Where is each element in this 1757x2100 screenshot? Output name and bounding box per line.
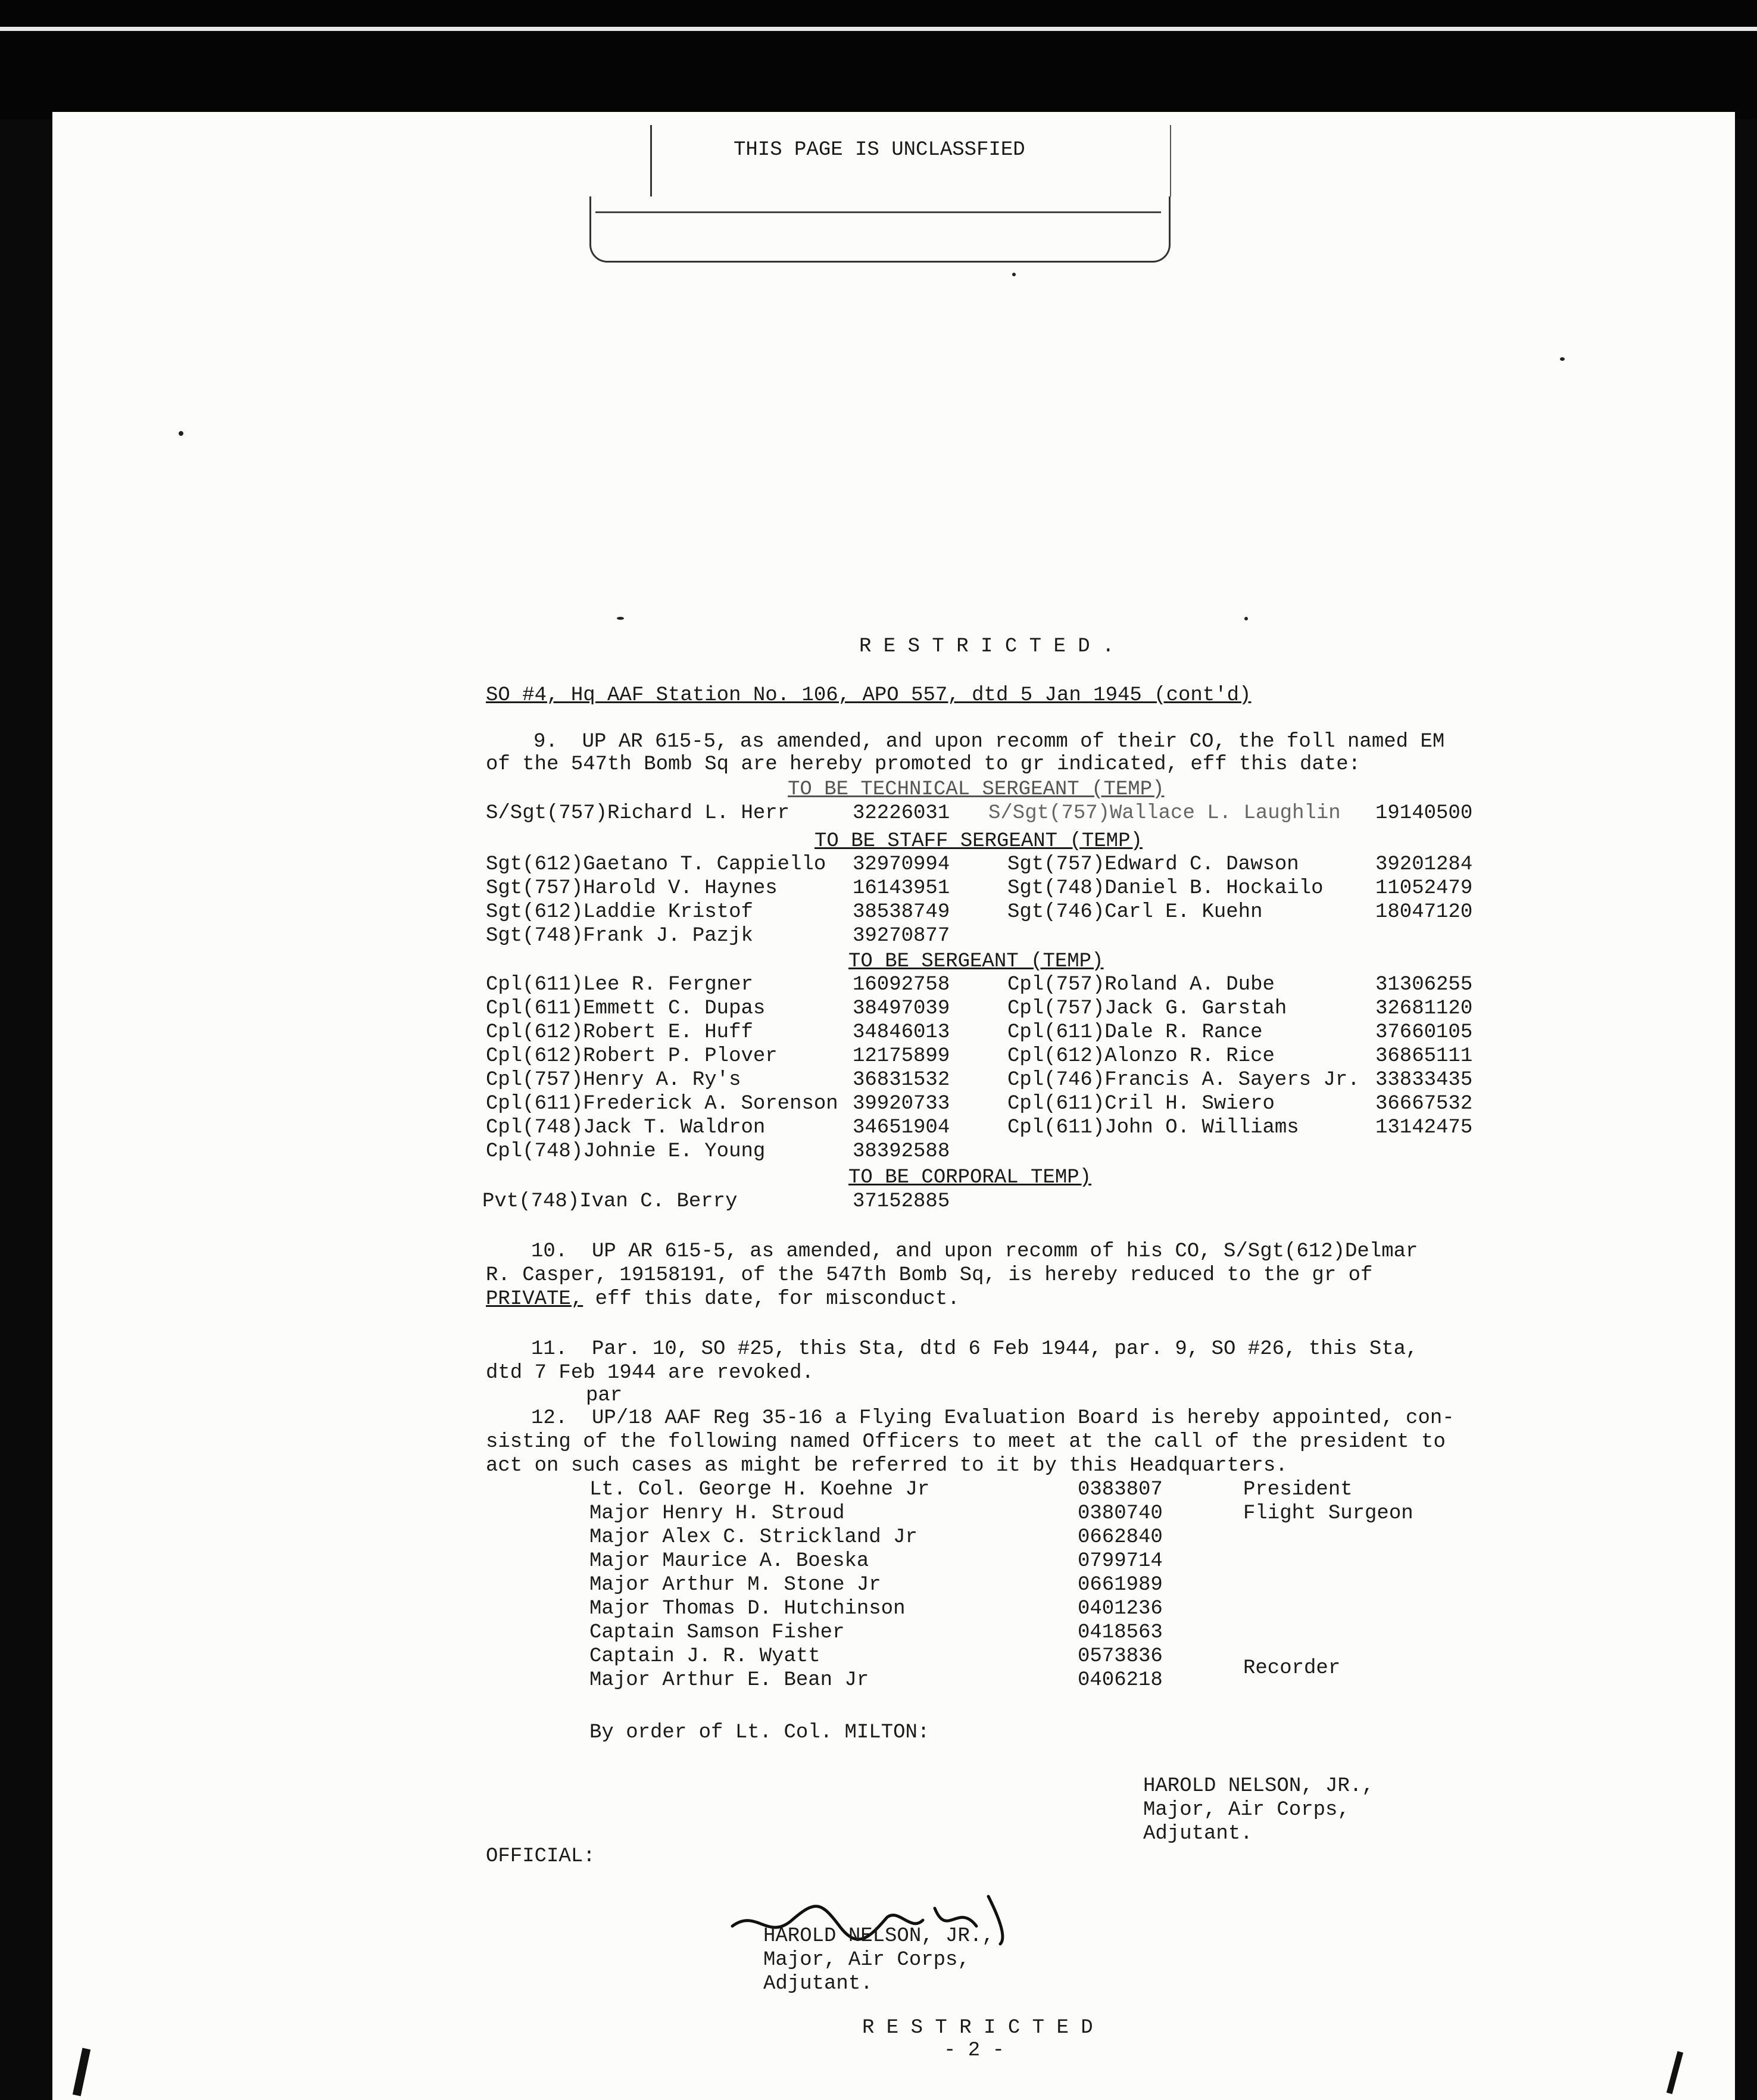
official-label: OFFICIAL:: [486, 1845, 595, 1868]
promotion-serial: 31306255: [1375, 973, 1473, 996]
para9-line2: of the 547th Bomb Sq are hereby promoted to gr indicated, eff this date:: [486, 753, 1361, 776]
board-member-name: Lt. Col. George H. Koehne Jr: [589, 1478, 930, 1501]
board-member-serial: 0383807: [1078, 1478, 1163, 1501]
para11-insert: par: [586, 1384, 623, 1407]
promotion-serial: 34846013: [853, 1021, 950, 1044]
restricted-footer: R E S T R I C T E D: [862, 2017, 1093, 2039]
para12-line1: 12. UP/18 AAF Reg 35-16 a Flying Evaluation Board is hereby appointed, con-: [531, 1407, 1455, 1430]
promotion-serial: 36667532: [1375, 1093, 1473, 1115]
reduced-grade: PRIVATE,: [486, 1288, 583, 1310]
promotion-serial: 38497039: [853, 997, 950, 1020]
para10-line2: R. Casper, 19158191, of the 547th Bomb Sq, is hereby reduced to the gr of: [486, 1264, 1373, 1287]
signature-line: HAROLD NELSON, JR.,: [763, 1925, 994, 1948]
board-member-role: President: [1243, 1478, 1353, 1501]
page-number: - 2 -: [944, 2039, 1005, 2062]
promotion-name: Cpl(611)Lee R. Fergner: [486, 973, 753, 996]
order-header: SO #4, Hq AAF Station No. 106, APO 557, dtd 5 Jan 1945 (cont'd): [486, 684, 1252, 707]
promotion-name: Sgt(748)Frank J. Pazjk: [486, 925, 753, 947]
tsgt-serial2: 19140500: [1375, 802, 1473, 825]
promotion-name: Cpl(611)Cril H. Swiero: [1007, 1093, 1275, 1115]
board-member-serial: 0406218: [1078, 1669, 1163, 1692]
promotion-serial: 38392588: [853, 1140, 950, 1163]
scan-speck: [1560, 357, 1565, 361]
para12-line3: act on such cases as might be referred to it by this Headquarters.: [486, 1455, 1288, 1477]
tsgt-serial: 32226031: [853, 802, 950, 825]
promotion-serial: 18047120: [1375, 901, 1473, 923]
promotion-serial: 13142475: [1375, 1116, 1473, 1139]
para10-line1: 10. UP AR 615-5, as amended, and upon recomm of his CO, S/Sgt(612)Delmar: [531, 1240, 1418, 1263]
heading-staff-sergeant: TO BE STAFF SERGEANT (TEMP): [814, 830, 1143, 853]
scan-top-border: [0, 0, 1757, 119]
scan-speck: [1244, 617, 1248, 620]
heading-technical-sergeant: TO BE TECHNICAL SERGEANT (TEMP): [788, 778, 1165, 801]
board-member-name: Major Henry H. Stroud: [589, 1502, 845, 1525]
promotion-serial: 32970994: [853, 853, 950, 876]
promotion-serial: 39270877: [853, 925, 950, 947]
heading-sergeant: TO BE SERGEANT (TEMP): [848, 950, 1104, 973]
board-member-serial: 0380740: [1078, 1502, 1163, 1525]
board-member-name: Major Maurice A. Boeska: [589, 1550, 869, 1572]
heading-corporal: TO BE CORPORAL TEMP): [848, 1166, 1092, 1189]
promotion-name: Sgt(612)Gaetano T. Cappiello: [486, 853, 826, 876]
signature-line: Major, Air Corps,: [1143, 1799, 1350, 1821]
promotion-serial: 39201284: [1375, 853, 1473, 876]
signature-line: Adjutant.: [763, 1973, 873, 1995]
board-member-name: Major Arthur E. Bean Jr: [589, 1669, 869, 1692]
board-member-serial: 0573836: [1078, 1645, 1163, 1668]
promotion-name: Cpl(757)Henry A. Ry's: [486, 1069, 741, 1091]
para9-line1: 9. UP AR 615-5, as amended, and upon recomm of their CO, the foll named EM: [533, 731, 1445, 753]
board-member-role: Recorder: [1243, 1657, 1341, 1680]
corporal-name: Pvt(748)Ivan C. Berry: [482, 1190, 738, 1213]
para10-line3: [486, 1287, 960, 1311]
promotion-serial: 34651904: [853, 1116, 950, 1139]
promotion-serial: 39920733: [853, 1093, 950, 1115]
promotion-serial: 36831532: [853, 1069, 950, 1091]
board-member-name: Captain J. R. Wyatt: [589, 1645, 820, 1668]
board-member-name: Major Thomas D. Hutchinson: [589, 1597, 906, 1620]
board-member-name: Major Arthur M. Stone Jr: [589, 1574, 881, 1596]
para12-line2: sisting of the following named Officers to meet at the call of the president to: [486, 1431, 1446, 1453]
promotion-name: Cpl(757)Jack G. Garstah: [1007, 997, 1287, 1020]
scan-speck: [617, 617, 624, 620]
board-member-name: Captain Samson Fisher: [589, 1621, 845, 1644]
promotion-serial: 37660105: [1375, 1021, 1473, 1044]
scan-speck: [179, 431, 183, 436]
stamp-lower-box: [589, 196, 1171, 263]
promotion-name: Cpl(748)Jack T. Waldron: [486, 1116, 766, 1139]
board-member-serial: 0662840: [1078, 1526, 1163, 1549]
scan-speck: [1012, 273, 1016, 276]
scan-top-line: [0, 27, 1757, 31]
promotion-name: Sgt(746)Carl E. Kuehn: [1007, 901, 1263, 923]
promotion-name: Cpl(612)Robert P. Plover: [486, 1045, 778, 1068]
para11-line2: dtd 7 Feb 1944 are revoked.: [486, 1362, 814, 1384]
unclassified-stamp: THIS PAGE IS UNCLASSFIED: [734, 139, 1025, 161]
promotion-name: Cpl(611)Frederick A. Sorenson: [486, 1093, 838, 1115]
promotion-serial: 16143951: [853, 877, 950, 900]
tsgt-name2: S/Sgt(757)Wallace L. Laughlin: [988, 802, 1341, 825]
board-member-serial: 0418563: [1078, 1621, 1163, 1644]
promotion-name: Cpl(757)Roland A. Dube: [1007, 973, 1275, 996]
board-member-name: Major Alex C. Strickland Jr: [589, 1526, 917, 1549]
board-member-role: Flight Surgeon: [1243, 1502, 1413, 1525]
promotion-name: Cpl(746)Francis A. Sayers Jr.: [1007, 1069, 1360, 1091]
para10-line3-rest: eff this date, for misconduct.: [583, 1288, 960, 1310]
para11-line1: 11. Par. 10, SO #25, this Sta, dtd 6 Feb 1944, par. 9, SO #26, this Sta,: [531, 1338, 1418, 1361]
promotion-serial: 36865111: [1375, 1045, 1473, 1068]
board-member-serial: 0401236: [1078, 1597, 1163, 1620]
promotion-name: Cpl(611)Dale R. Rance: [1007, 1021, 1263, 1044]
promotion-serial: 11052479: [1375, 877, 1473, 900]
promotion-name: Cpl(612)Robert E. Huff: [486, 1021, 753, 1044]
signature-line: HAROLD NELSON, JR.,: [1143, 1775, 1374, 1798]
promotion-name: Sgt(748)Daniel B. Hockailo: [1007, 877, 1324, 900]
promotion-serial: 33833435: [1375, 1069, 1473, 1091]
promotion-name: Cpl(748)Johnie E. Young: [486, 1140, 766, 1163]
board-member-serial: 0799714: [1078, 1550, 1163, 1572]
tsgt-name: S/Sgt(757)Richard L. Herr: [486, 802, 790, 825]
promotion-name: Cpl(611)Emmett C. Dupas: [486, 997, 766, 1020]
promotion-serial: 38538749: [853, 901, 950, 923]
board-member-serial: 0661989: [1078, 1574, 1163, 1596]
promotion-serial: 12175899: [853, 1045, 950, 1068]
promotion-name: Cpl(611)John O. Williams: [1007, 1116, 1299, 1139]
by-order-line: By order of Lt. Col. MILTON:: [589, 1721, 930, 1744]
promotion-serial: 32681120: [1375, 997, 1473, 1020]
promotion-name: Cpl(612)Alonzo R. Rice: [1007, 1045, 1275, 1068]
promotion-name: Sgt(612)Laddie Kristof: [486, 901, 753, 923]
signature-line: Major, Air Corps,: [763, 1949, 970, 1971]
promotion-name: Sgt(757)Harold V. Haynes: [486, 877, 778, 900]
promotion-serial: 16092758: [853, 973, 950, 996]
promotion-name: Sgt(757)Edward C. Dawson: [1007, 853, 1299, 876]
signature-line: Adjutant.: [1143, 1823, 1253, 1845]
corporal-serial: 37152885: [853, 1190, 950, 1213]
restricted-header: R E S T R I C T E D .: [859, 635, 1115, 658]
